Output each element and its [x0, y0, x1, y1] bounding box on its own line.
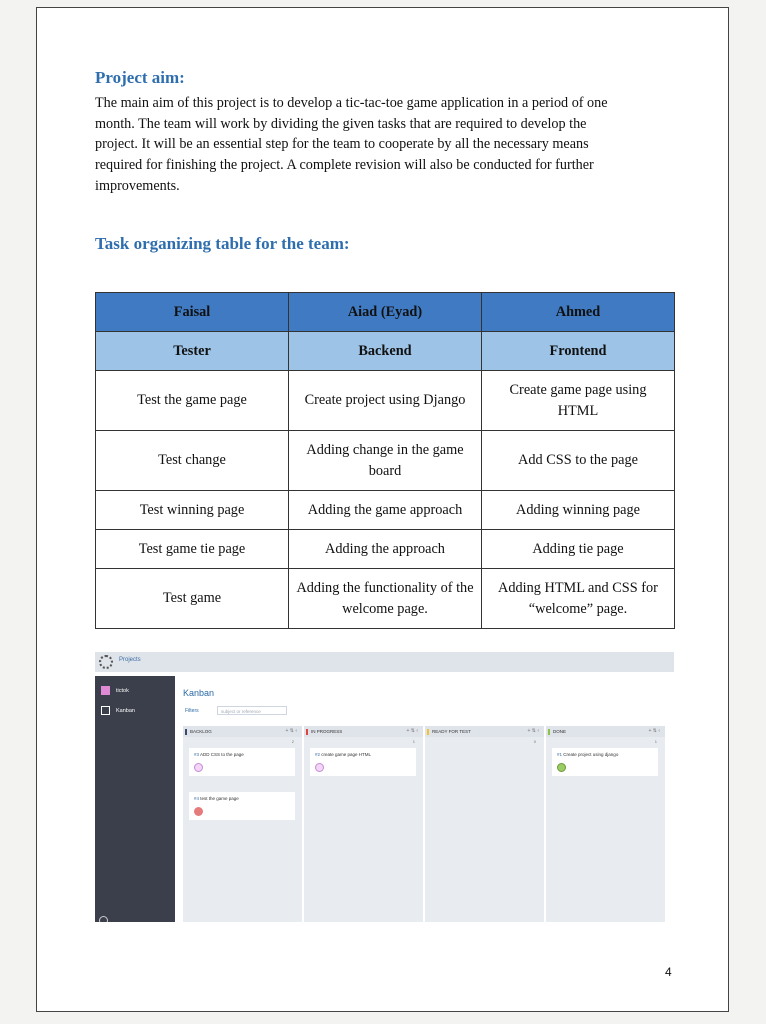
- sidebar-item-label: tictok: [116, 687, 129, 694]
- task-table-heading: Task organizing table for the team:: [95, 234, 350, 253]
- kanban-column-ready-for-test: [425, 726, 544, 922]
- table-cell: Test winning page: [96, 491, 289, 530]
- card-ref: #1: [557, 752, 563, 757]
- kanban-card: [310, 748, 416, 776]
- page-number: 4: [665, 965, 672, 979]
- card-title: test the game page: [200, 796, 239, 801]
- table-row: [96, 530, 675, 569]
- column-color-bar: [306, 729, 308, 735]
- project-icon: [101, 686, 110, 695]
- table-row: [96, 371, 675, 431]
- table-cell: Create game page using HTML: [482, 371, 675, 431]
- table-cell: Test the game page: [96, 371, 289, 431]
- table-header-names: [96, 293, 675, 332]
- search-icon: [99, 916, 108, 922]
- table-cell: Adding the functionality of the welcome page.: [289, 569, 482, 629]
- column-name: IN PROGRESS: [311, 729, 343, 734]
- filters-label: Filters: [185, 708, 199, 714]
- table-cell: Create project using Django: [289, 371, 482, 431]
- column-color-bar: [548, 729, 550, 735]
- kanban-column-in-progress: [304, 726, 423, 922]
- column-name: DONE: [553, 729, 567, 734]
- column-controls: + ⇅ ‹: [527, 728, 539, 734]
- column-name: READY FOR TEST: [432, 729, 471, 734]
- app-sidebar: [95, 676, 175, 922]
- table-cell: Adding HTML and CSS for “welcome” page.: [482, 569, 675, 629]
- kanban-screenshot: [95, 652, 674, 922]
- table-cell: Adding the approach: [289, 530, 482, 569]
- column-controls: + ⇅ ‹: [285, 728, 297, 734]
- table-row: [96, 569, 675, 629]
- card-title: Create project using django: [563, 752, 619, 757]
- table-row: [96, 491, 675, 530]
- kanban-card: [189, 748, 295, 776]
- column-header: [425, 726, 544, 737]
- sidebar-item-kanban: [101, 706, 135, 715]
- table-cell: Adding change in the game board: [289, 431, 482, 491]
- projects-link: Projects: [119, 657, 141, 663]
- avatar: [315, 763, 324, 772]
- card-ref: #2: [315, 752, 321, 757]
- avatar: [194, 807, 203, 816]
- column-color-bar: [185, 729, 187, 735]
- app-topbar: [95, 652, 674, 672]
- table-header-roles: [96, 332, 675, 371]
- table-cell: Test game tie page: [96, 530, 289, 569]
- header-name: Ahmed: [482, 293, 675, 332]
- table-cell: Add CSS to the page: [482, 431, 675, 491]
- card-title: create game page HTML: [321, 752, 372, 757]
- header-role: Frontend: [482, 332, 675, 371]
- header-name: Aiad (Eyad): [289, 293, 482, 332]
- table-cell: Test change: [96, 431, 289, 491]
- kanban-card: [189, 792, 295, 820]
- table-cell: Adding winning page: [482, 491, 675, 530]
- header-name: Faisal: [96, 293, 289, 332]
- column-name: BACKLOG: [190, 729, 212, 734]
- column-count: 2: [291, 739, 294, 744]
- header-role: Tester: [96, 332, 289, 371]
- column-controls: + ⇅ ‹: [406, 728, 418, 734]
- card-ref: #3: [194, 752, 200, 757]
- header-role: Backend: [289, 332, 482, 371]
- column-count: 1: [412, 739, 415, 744]
- column-count: 0: [533, 739, 536, 744]
- table-cell: Test game: [96, 569, 289, 629]
- sidebar-item-project: [101, 686, 129, 695]
- project-aim-heading: Project aim:: [95, 68, 185, 87]
- card-ref: #4: [194, 796, 200, 801]
- project-aim-paragraph: The main aim of this project is to develop a tic-tac-toe game application in a period of one month. The team will work by dividing the given tasks that are required to develop the project. It will be an essential step for the team to cooperate by all the necessary means required for finishing the project. A complete revision will also be conducted for further improvements.: [95, 95, 608, 194]
- column-color-bar: [427, 729, 429, 735]
- column-controls: + ⇅ ‹: [648, 728, 660, 734]
- column-count: 1: [654, 739, 657, 744]
- board-title: Kanban: [183, 688, 215, 698]
- table-cell: Adding tie page: [482, 530, 675, 569]
- app-logo-icon: [99, 655, 113, 669]
- document-page: [36, 7, 729, 1012]
- table-cell: Adding the game approach: [289, 491, 482, 530]
- sidebar-item-label: Kanban: [116, 707, 135, 714]
- avatar: [557, 763, 566, 772]
- column-header: [183, 726, 302, 737]
- column-header: [546, 726, 665, 737]
- kanban-column-backlog: [183, 726, 302, 922]
- table-row: [96, 431, 675, 491]
- card-title: ADD CSS to the page: [200, 752, 244, 757]
- kanban-column-done: [546, 726, 665, 922]
- avatar: [194, 763, 203, 772]
- kanban-card: [552, 748, 658, 776]
- task-table: [95, 292, 675, 629]
- column-header: [304, 726, 423, 737]
- search-input: subject or reference: [217, 706, 287, 715]
- board-icon: [101, 706, 110, 715]
